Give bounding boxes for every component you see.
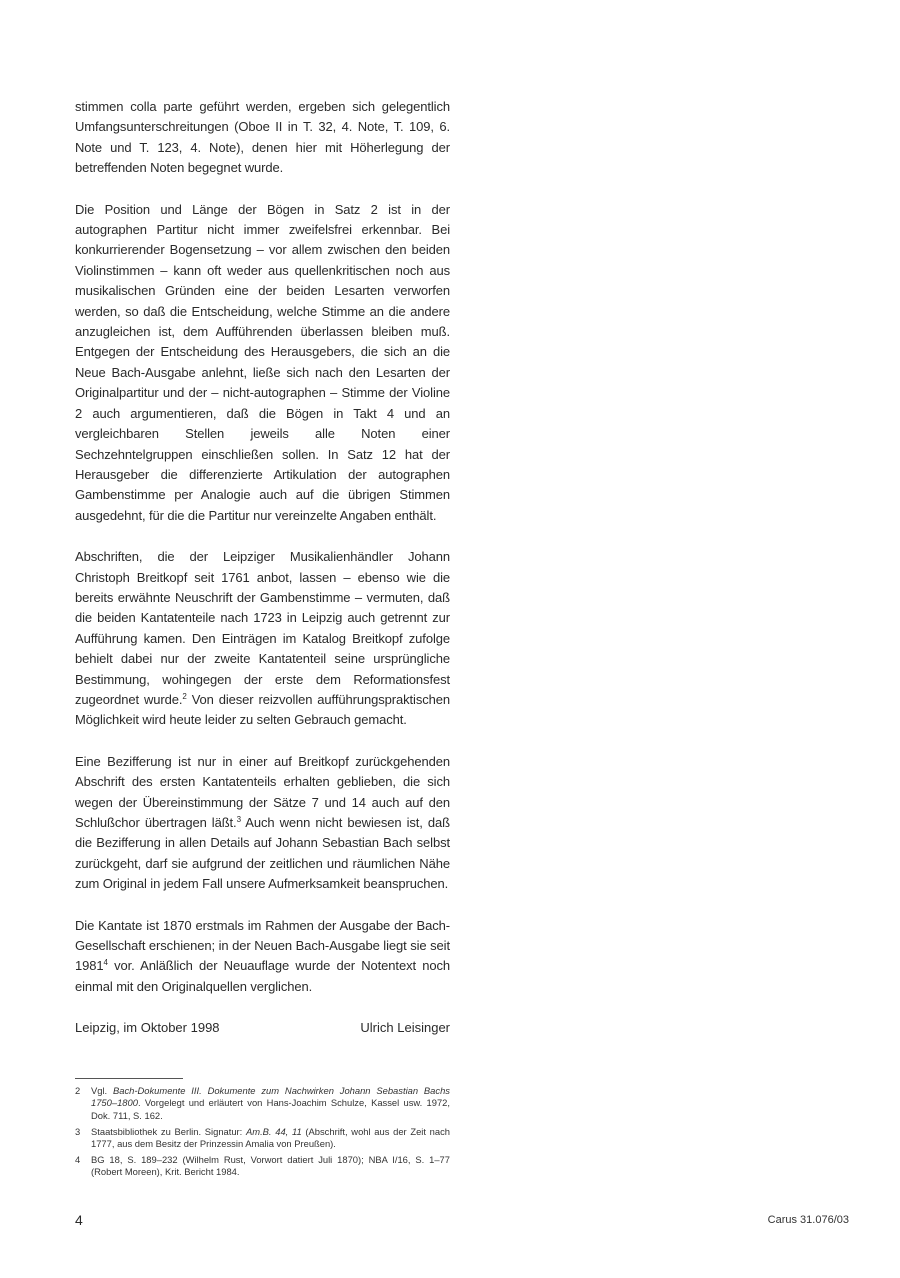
main-text-column	[75, 97, 450, 1183]
footnote-text	[91, 1085, 450, 1122]
footnote-divider	[75, 1078, 183, 1079]
footnote-text-pre: BG 18, S. 189–232 (Wilhelm Rust, Vorwort datiert Juli 1870); NBA I/16, S. 1–77 (Robert Moreen), Krit. Bericht 1984.	[91, 1154, 450, 1178]
paragraph-3-text: Abschriften, die der Leipziger Musikalienhändler Johann Christoph Breitkopf seit 1761 anbot, lassen – ebenso wie die bereits erwähnte Neuschrift der Gambenstimme – vermuten, daß die beiden Kantatenteile nach 1723 in Leipzig auch getrennt zur Aufführung kamen. Den Einträgen im Katalog Breitkopf zufolge behielt dabei nur der zweite Kantatenteil seine ursprüngliche Bestimmung, wohingegen der erste dem Reformationsfest zugeordnet wurde.	[75, 549, 450, 707]
page-number: 4	[75, 1212, 83, 1228]
paragraph-2	[75, 200, 450, 527]
footnote-text-post: . Vorgelegt und erläutert von Hans-Joachim Schulze, Kassel usw. 1972, Dok. 711, S. 162.	[91, 1097, 450, 1121]
footnote-title-italic: Bach-Dokumente III. Dokumente zum Nachwirken Johann Sebastian Bachs 1750–1800	[91, 1085, 450, 1109]
paragraph-5-text: Die Kantate ist 1870 erstmals im Rahmen der Ausgabe der Bach-Gesellschaft erschienen; in der Neuen Bach-Ausgabe liegt sie seit 1981	[75, 917, 450, 974]
paragraph-4-text-cont: Auch wenn nicht bewiesen ist, daß die Bezifferung in allen Details auf Johann Sebastian Bach selbst zurückgeht, darf sie aufgrund der zeitlichen und räumlichen Nähe zum Original in jedem Fall unsere Aufmerksamkeit beanspruchen.	[75, 815, 450, 892]
footnote-text-pre: Vgl.	[91, 1085, 114, 1097]
paragraph-3	[75, 547, 450, 731]
author-name: Ulrich Leisinger	[360, 1020, 450, 1036]
place-date: Leipzig, im Oktober 1998	[75, 1020, 220, 1036]
footnote-number: 4	[75, 1154, 81, 1166]
paragraph-1	[75, 97, 450, 179]
catalog-number: Carus 31.076/03	[767, 1214, 849, 1226]
paragraph-3-text-cont: Von dieser reizvollen aufführungspraktischen Möglichkeit wird heute leider zu selten Gebrauch gemacht.	[75, 691, 451, 728]
footnotes	[75, 1085, 450, 1178]
footnote-text	[91, 1126, 450, 1150]
footnote-text-post: (Abschrift, wohl aus der Zeit nach 1777, aus dem Besitz der Prinzessin Amalia von Preußen).	[91, 1125, 451, 1150]
footnote-ref-4: 4	[103, 958, 108, 968]
paragraph-2-text: Die Position und Länge der Bögen in Satz 2 ist in der autographen Partitur nicht immer zweifelsfrei erkennbar. Bei konkurrierender Bogensetzung – vor allem zwischen den beiden Violinstimmen – kann oft weder aus quellenkritischen noch aus musikalischen Gründen eine der beiden Lesarten verworfen werden, so daß die Entscheidung, welche Stimme an die andere anzugleichen ist, dem Aufführenden überlassen bleiben muß. Entgegen der Entscheidung des Herausgebers, die sich an die Neue Bach-Ausgabe anlehnt, ließe sich nach den Lesarten der Originalpartitur und der – nicht-autographen – Stimme der Violine 2 auch argumentieren, daß die Bögen in Takt 4 und an vergleichbaren Stellen jeweils alle Noten einer Sechzehntelgruppen einschließen sollen. In Satz 12 hat der Herausgeber die differenzierte Artikulation der autographen Gambenstimme per Analogie auch auf die übrigen Stimmen ausgedehnt, für die die Partitur nur vereinzelte Angaben enthält.	[75, 201, 450, 523]
paragraph-5	[75, 916, 450, 998]
footnote-text-pre: Staatsbibliothek zu Berlin. Signatur:	[91, 1125, 246, 1137]
footnote-2	[75, 1085, 450, 1122]
paragraph-4	[75, 752, 450, 895]
paragraph-4-text: Eine Bezifferung ist nur in einer auf Breitkopf zurückgehenden Abschrift des ersten Kantatenteils erhalten geblieben, die sich wegen der Übereinstimmung der Sätze 7 und 14 auch auf den Schlußchor übertragen läßt.	[75, 753, 450, 830]
footnote-ref-2: 2	[182, 691, 187, 701]
footnote-ref-3: 3	[236, 815, 241, 824]
paragraph-1-text: stimmen colla parte geführt werden, ergeben sich gelegentlich Umfangsunterschreitungen (Oboe II in T. 32, 4. Note, T. 109, 6. Note und T. 123, 4. Note), denen hier mit Höherlegung der betreffenden Noten begegnet wurde.	[75, 99, 450, 176]
footnote-number: 2	[75, 1085, 81, 1097]
footnote-3	[75, 1126, 450, 1150]
footnote-signature-italic: Am.B. 44, 11	[246, 1125, 302, 1137]
footnote-text	[91, 1154, 450, 1178]
footnote-4	[75, 1154, 450, 1178]
signature-line	[75, 1018, 450, 1038]
paragraph-5-text-cont: vor. Anläßlich der Neuauflage wurde der Notentext noch einmal mit den Originalquellen verglichen.	[75, 958, 450, 994]
footnote-number: 3	[75, 1125, 81, 1137]
